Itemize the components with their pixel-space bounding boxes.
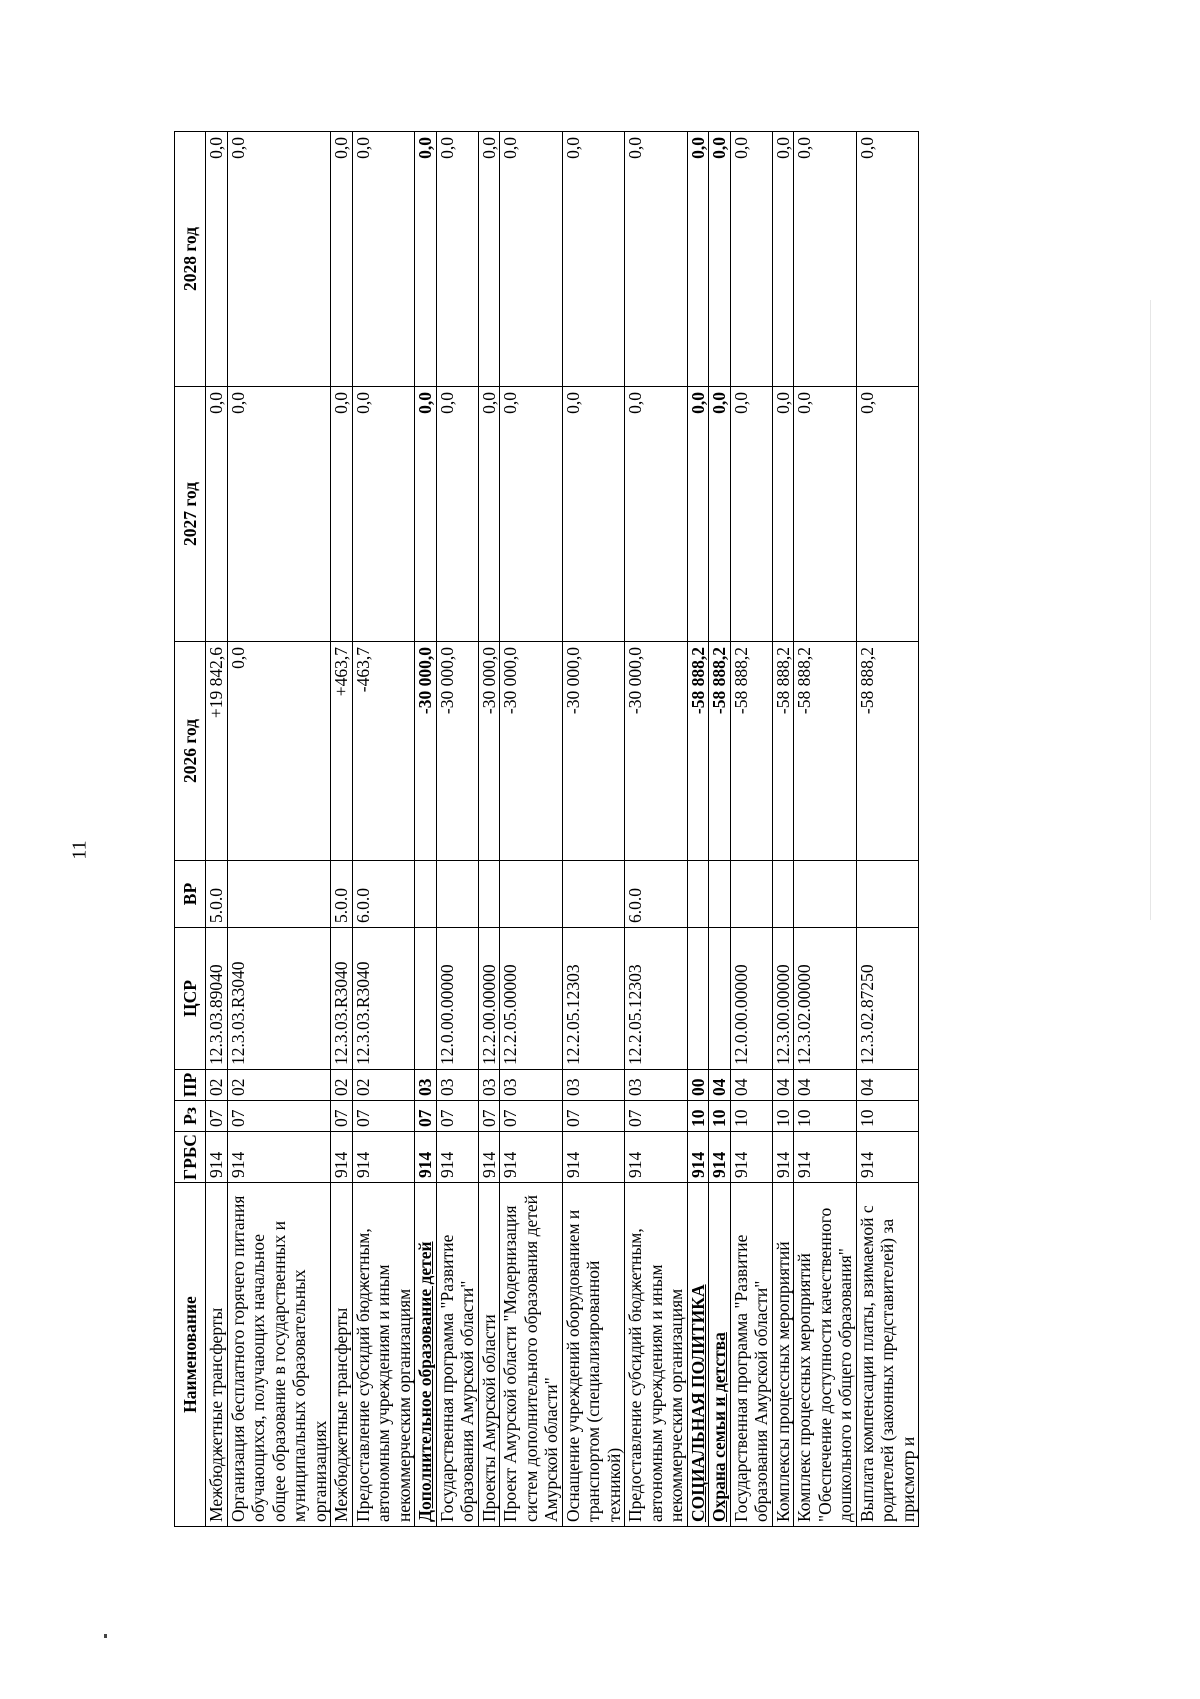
table-row	[331, 132, 353, 1527]
row-name: Проекты Амурской области	[478, 1183, 500, 1527]
table-row	[709, 132, 731, 1527]
row-csr: 12.3.03.89040	[206, 928, 228, 1070]
header-vr: ВР	[175, 861, 206, 928]
row-csr: 12.3.00.00000	[772, 928, 794, 1070]
scan-artifact-dot	[104, 1634, 107, 1638]
row-grbs: 914	[352, 1132, 415, 1183]
row-value-2027: 0,0	[794, 387, 857, 642]
row-value-2028: 0,0	[709, 132, 731, 387]
row-name: Охрана семьи и детства	[709, 1183, 731, 1527]
row-vr	[562, 861, 625, 928]
row-pr: 03	[436, 1070, 478, 1101]
table-row	[687, 132, 709, 1527]
row-value-2027: 0,0	[227, 387, 331, 642]
row-value-2027: 0,0	[687, 387, 709, 642]
row-grbs: 914	[206, 1132, 228, 1183]
table-row	[730, 132, 772, 1527]
row-csr: 12.2.05.12303	[625, 928, 688, 1070]
row-value-2026: 0,0	[227, 642, 331, 861]
row-csr: 12.2.00.00000	[478, 928, 500, 1070]
row-vr: 6.0.0	[625, 861, 688, 928]
row-pr: 04	[730, 1070, 772, 1101]
table-row	[500, 132, 563, 1527]
row-vr	[500, 861, 563, 928]
row-rz: 07	[478, 1101, 500, 1132]
row-grbs: 914	[730, 1132, 772, 1183]
row-name: Государственная программа "Развитие образования Амурской области"	[436, 1183, 478, 1527]
row-name: Комплекс процессных мероприятий "Обеспечение доступности качественного дошкольного и общего образования"	[794, 1183, 857, 1527]
row-pr: 04	[772, 1070, 794, 1101]
row-value-2028: 0,0	[730, 132, 772, 387]
row-value-2027: 0,0	[562, 387, 625, 642]
row-grbs: 914	[500, 1132, 563, 1183]
row-value-2026: -58 888,2	[772, 642, 794, 861]
row-pr: 03	[478, 1070, 500, 1101]
row-csr: 12.3.03.R3040	[227, 928, 331, 1070]
row-vr	[227, 861, 331, 928]
row-value-2027: 0,0	[730, 387, 772, 642]
row-csr: 12.3.02.87250	[856, 928, 919, 1070]
row-rz: 07	[415, 1101, 437, 1132]
row-value-2027: 0,0	[436, 387, 478, 642]
row-grbs: 914	[772, 1132, 794, 1183]
row-value-2028: 0,0	[772, 132, 794, 387]
row-pr: 03	[500, 1070, 563, 1101]
row-name: Государственная программа "Развитие образования Амурской области"	[730, 1183, 772, 1527]
row-value-2027: 0,0	[709, 387, 731, 642]
row-vr	[856, 861, 919, 928]
row-value-2026: -30 000,0	[562, 642, 625, 861]
row-value-2026: -30 000,0	[436, 642, 478, 861]
row-pr: 02	[331, 1070, 353, 1101]
row-value-2028: 0,0	[794, 132, 857, 387]
row-vr: 5.0.0	[206, 861, 228, 928]
table-body	[206, 132, 919, 1527]
row-csr	[709, 928, 731, 1070]
row-vr	[478, 861, 500, 928]
header-name: Наименование	[175, 1183, 206, 1527]
row-name: Предоставление субсидий бюджетным, автономным учреждениям и иным некоммерческим организациям	[352, 1183, 415, 1527]
row-value-2027: 0,0	[331, 387, 353, 642]
row-value-2026: -58 888,2	[709, 642, 731, 861]
row-grbs: 914	[709, 1132, 731, 1183]
row-name: Комплексы процессных мероприятий	[772, 1183, 794, 1527]
header-2027: 2027 год	[175, 387, 206, 642]
table-header-row	[175, 132, 206, 1527]
table-row	[562, 132, 625, 1527]
row-vr	[687, 861, 709, 928]
row-name: Проект Амурской области "Модернизация систем дополнительного образования детей Амурской области"	[500, 1183, 563, 1527]
row-value-2026: -463,7	[352, 642, 415, 861]
header-2028: 2028 год	[175, 132, 206, 387]
row-rz: 10	[856, 1101, 919, 1132]
row-pr: 03	[415, 1070, 437, 1101]
row-value-2027: 0,0	[206, 387, 228, 642]
row-grbs: 914	[856, 1132, 919, 1183]
row-grbs: 914	[436, 1132, 478, 1183]
row-rz: 07	[500, 1101, 563, 1132]
row-value-2027: 0,0	[772, 387, 794, 642]
row-csr: 12.0.00.00000	[436, 928, 478, 1070]
row-grbs: 914	[227, 1132, 331, 1183]
row-grbs: 914	[562, 1132, 625, 1183]
page-number: 11	[68, 840, 91, 860]
row-value-2028: 0,0	[625, 132, 688, 387]
table-row	[206, 132, 228, 1527]
table-row	[478, 132, 500, 1527]
row-name: Межбюджетные трансферты	[331, 1183, 353, 1527]
table-row	[772, 132, 794, 1527]
row-value-2028: 0,0	[562, 132, 625, 387]
row-value-2027: 0,0	[625, 387, 688, 642]
row-name: Предоставление субсидий бюджетным, автономным учреждениям и иным некоммерческим организациям	[625, 1183, 688, 1527]
row-pr: 00	[687, 1070, 709, 1101]
row-value-2028: 0,0	[687, 132, 709, 387]
row-name: Дополнительное образование детей	[415, 1183, 437, 1527]
row-value-2027: 0,0	[352, 387, 415, 642]
row-value-2028: 0,0	[227, 132, 331, 387]
row-grbs: 914	[625, 1132, 688, 1183]
row-rz: 10	[794, 1101, 857, 1132]
row-vr	[772, 861, 794, 928]
header-2026: 2026 год	[175, 642, 206, 861]
row-pr: 04	[709, 1070, 731, 1101]
row-value-2026: -30 000,0	[625, 642, 688, 861]
row-value-2028: 0,0	[352, 132, 415, 387]
row-value-2028: 0,0	[415, 132, 437, 387]
table-row	[415, 132, 437, 1527]
row-csr: 12.2.05.00000	[500, 928, 563, 1070]
row-csr: 12.3.03.R3040	[352, 928, 415, 1070]
row-rz: 07	[227, 1101, 331, 1132]
header-csr: ЦСР	[175, 928, 206, 1070]
row-vr: 6.0.0	[352, 861, 415, 928]
row-value-2026: -30 000,0	[415, 642, 437, 861]
row-name: СОЦИАЛЬНАЯ ПОЛИТИКА	[687, 1183, 709, 1527]
row-pr: 03	[562, 1070, 625, 1101]
row-rz: 10	[730, 1101, 772, 1132]
table-row	[794, 132, 857, 1527]
row-value-2028: 0,0	[478, 132, 500, 387]
row-value-2027: 0,0	[856, 387, 919, 642]
row-value-2026: -30 000,0	[500, 642, 563, 861]
row-value-2027: 0,0	[500, 387, 563, 642]
row-vr	[415, 861, 437, 928]
scan-artifact-line	[1150, 300, 1151, 920]
header-pr: ПР	[175, 1070, 206, 1101]
row-vr	[436, 861, 478, 928]
table-row	[227, 132, 331, 1527]
row-rz: 10	[772, 1101, 794, 1132]
row-csr: 12.3.02.00000	[794, 928, 857, 1070]
row-name: Организация бесплатного горячего питания обучающихся, получающих начальное общее образование в государственных и муниципальных образовательных организациях	[227, 1183, 331, 1527]
row-csr: 12.3.03.R3040	[331, 928, 353, 1070]
row-csr: 12.0.00.00000	[730, 928, 772, 1070]
row-value-2027: 0,0	[478, 387, 500, 642]
row-csr	[687, 928, 709, 1070]
row-rz: 10	[709, 1101, 731, 1132]
row-value-2026: -58 888,2	[794, 642, 857, 861]
table-row	[352, 132, 415, 1527]
row-value-2026: +19 842,6	[206, 642, 228, 861]
row-name: Оснащение учреждений оборудованием и транспортом (специализированной техникой)	[562, 1183, 625, 1527]
budget-table	[174, 131, 919, 1527]
row-name: Межбюджетные трансферты	[206, 1183, 228, 1527]
row-rz: 07	[331, 1101, 353, 1132]
row-value-2028: 0,0	[331, 132, 353, 387]
row-pr: 02	[206, 1070, 228, 1101]
row-rz: 07	[206, 1101, 228, 1132]
row-rz: 07	[562, 1101, 625, 1132]
row-value-2028: 0,0	[436, 132, 478, 387]
row-grbs: 914	[331, 1132, 353, 1183]
row-rz: 10	[687, 1101, 709, 1132]
row-value-2026: -58 888,2	[730, 642, 772, 861]
table-row	[856, 132, 919, 1527]
row-vr	[730, 861, 772, 928]
row-pr: 04	[856, 1070, 919, 1101]
row-pr: 02	[352, 1070, 415, 1101]
row-vr	[709, 861, 731, 928]
row-rz: 07	[352, 1101, 415, 1132]
row-rz: 07	[625, 1101, 688, 1132]
row-value-2026: -58 888,2	[687, 642, 709, 861]
row-vr	[794, 861, 857, 928]
row-value-2026: -30 000,0	[478, 642, 500, 861]
row-grbs: 914	[415, 1132, 437, 1183]
row-csr	[415, 928, 437, 1070]
row-value-2027: 0,0	[415, 387, 437, 642]
row-rz: 07	[436, 1101, 478, 1132]
row-pr: 04	[794, 1070, 857, 1101]
row-grbs: 914	[687, 1132, 709, 1183]
row-value-2026: +463,7	[331, 642, 353, 861]
row-value-2028: 0,0	[856, 132, 919, 387]
header-grbs: ГРБС	[175, 1132, 206, 1183]
table-row	[625, 132, 688, 1527]
row-csr: 12.2.05.12303	[562, 928, 625, 1070]
row-pr: 03	[625, 1070, 688, 1101]
table-row	[436, 132, 478, 1527]
row-value-2026: -58 888,2	[856, 642, 919, 861]
row-name: Выплата компенсации платы, взимаемой с родителей (законных представителей) за присмотр и	[856, 1183, 919, 1527]
header-rz: Рз	[175, 1101, 206, 1132]
row-value-2028: 0,0	[206, 132, 228, 387]
row-grbs: 914	[478, 1132, 500, 1183]
row-grbs: 914	[794, 1132, 857, 1183]
row-vr: 5.0.0	[331, 861, 353, 928]
rotated-table-container	[174, 132, 1069, 1527]
row-pr: 02	[227, 1070, 331, 1101]
row-value-2028: 0,0	[500, 132, 563, 387]
